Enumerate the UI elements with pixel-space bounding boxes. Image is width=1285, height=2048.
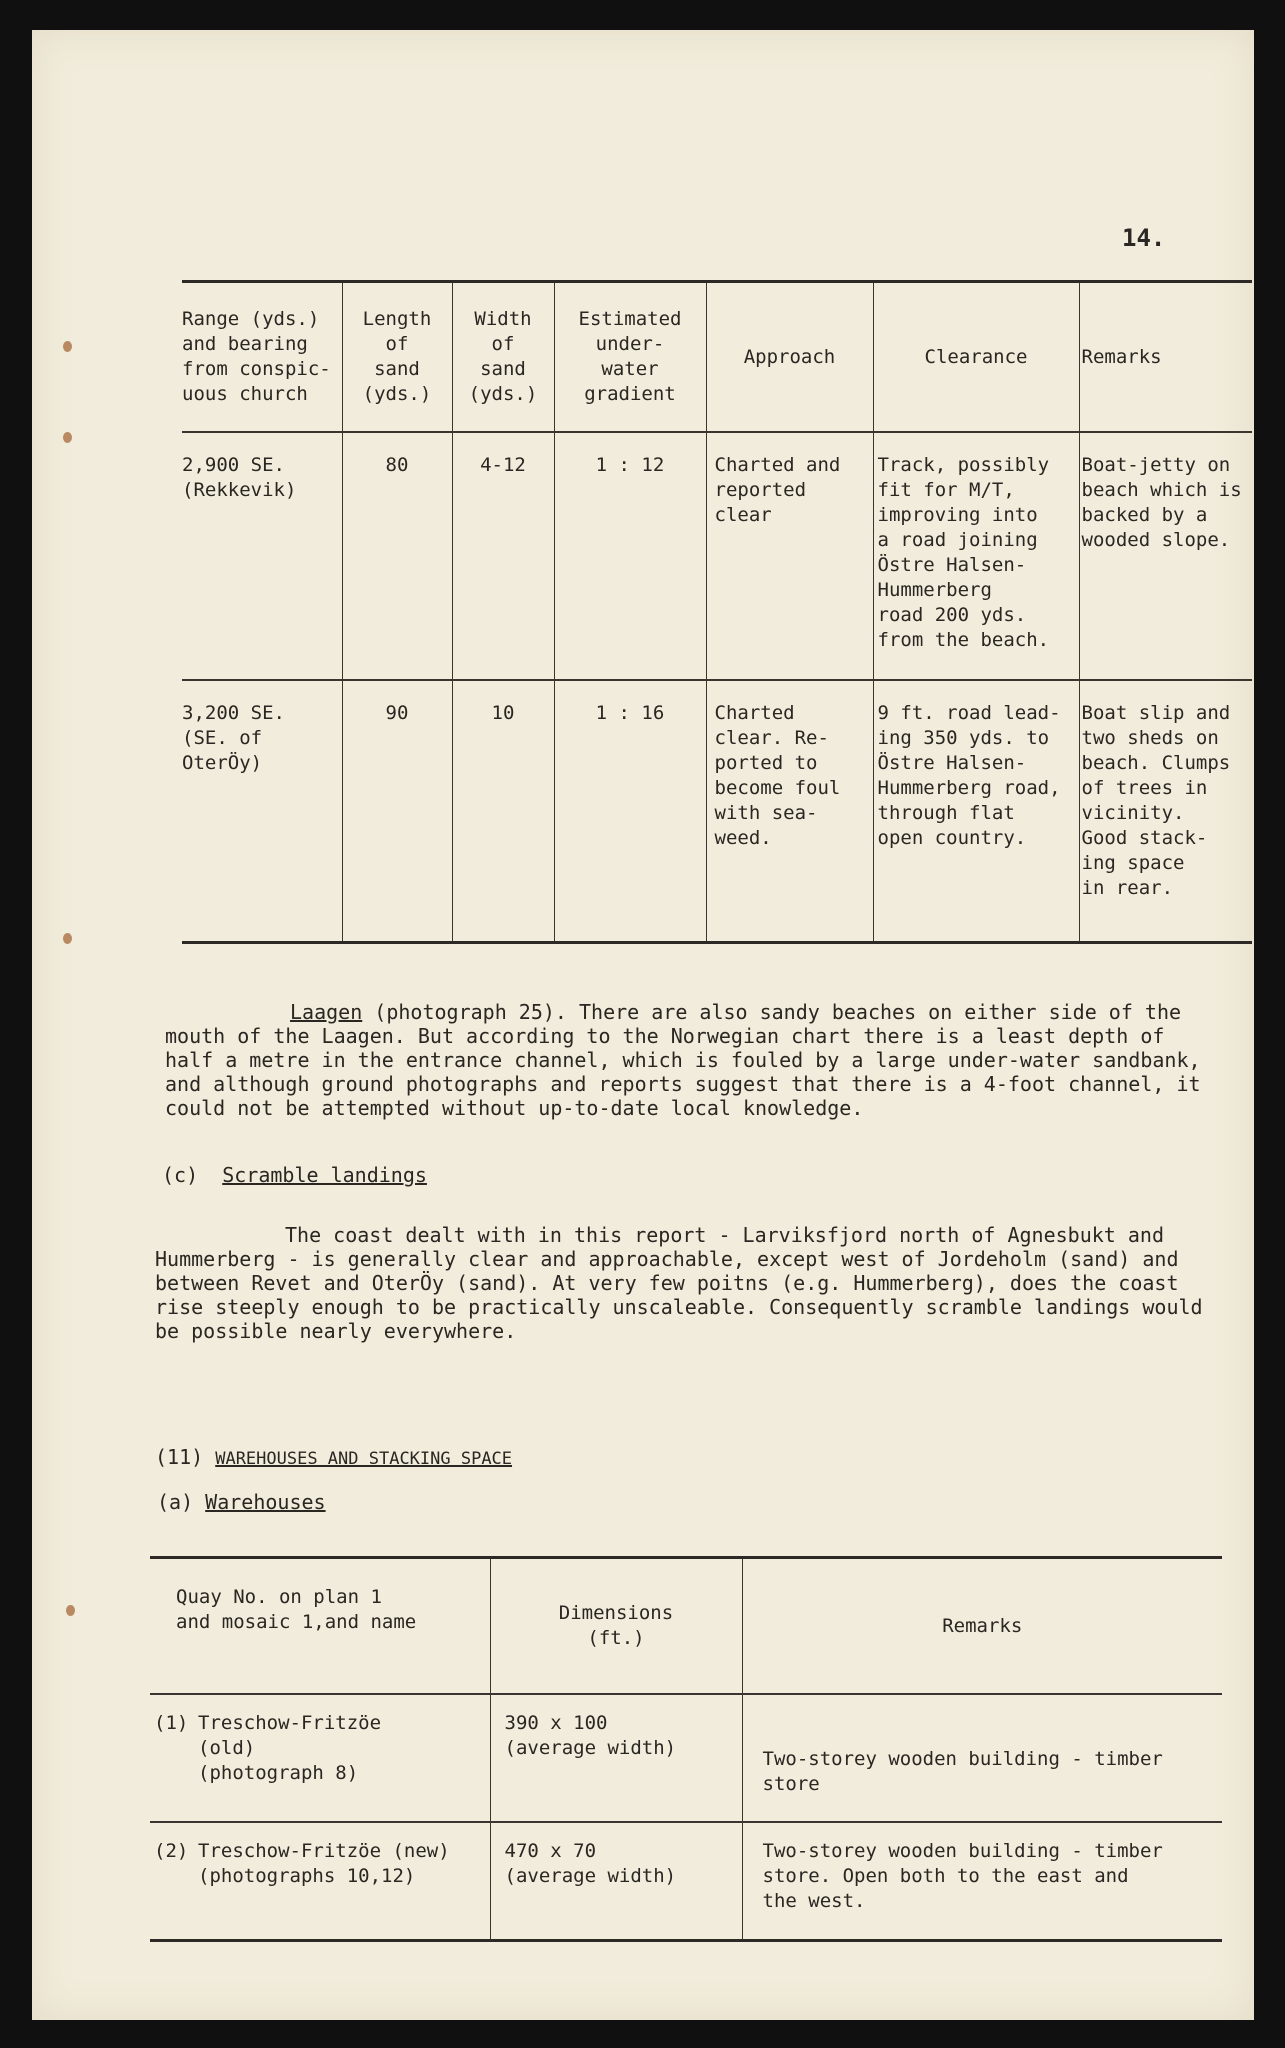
laagen-paragraph	[165, 1000, 1215, 1120]
table-row	[150, 1694, 1222, 1822]
header-dimensions: Dimensions (ft.)	[490, 1558, 742, 1695]
page-number: 14.	[1122, 224, 1166, 252]
punch-hole	[63, 341, 72, 352]
table-row	[182, 680, 1252, 943]
clearance-cell: Track, possibly fit for M/T, improving into a road joining Östre Halsen- Hummerberg road 200 yds. from the beach.	[873, 432, 1079, 680]
gradient-cell: 1 : 16	[554, 680, 706, 943]
punch-hole	[63, 432, 72, 443]
section-11-heading: WAREHOUSES AND STACKING SPACE	[215, 1449, 513, 1469]
punch-hole	[66, 1605, 75, 1616]
remarks-cell: Boat-jetty on beach which is backed by a wooded slope.	[1079, 432, 1252, 680]
range-cell: 2,900 SE. (Rekkevik)	[182, 432, 342, 680]
length-cell: 90	[342, 680, 452, 943]
header-remarks: Remarks	[742, 1558, 1222, 1695]
length-cell: 80	[342, 432, 452, 680]
remarks-cell: Two-storey wooden building - timber store	[742, 1694, 1222, 1822]
quay-name-cell: Treschow-Fritzöe (new) (photographs 10,12)	[190, 1822, 490, 1941]
warehouses-label: (a)	[157, 1490, 194, 1514]
warehouse-table	[150, 1556, 1222, 1942]
warehouses-heading-line	[157, 1490, 326, 1514]
warehouse-table-header	[150, 1558, 1222, 1695]
warehouses-heading: Warehouses	[205, 1490, 326, 1514]
range-cell: 3,200 SE. (SE. of OterÖy)	[182, 680, 342, 943]
header-length: Length of sand (yds.)	[342, 282, 452, 433]
laagen-heading: Laagen	[290, 1000, 363, 1024]
beach-table	[182, 280, 1252, 944]
punch-hole	[63, 933, 72, 944]
table-row	[150, 1822, 1222, 1941]
remarks-cell: Boat slip and two sheds on beach. Clumps of trees in vicinity. Good stack- ing space in rear.	[1079, 680, 1252, 943]
approach-cell: Charted clear. Re- ported to become foul with sea- weed.	[706, 680, 873, 943]
gradient-cell: 1 : 12	[554, 432, 706, 680]
scramble-heading: Scramble landings	[222, 1163, 427, 1187]
clearance-cell: 9 ft. road lead- ing 350 yds. to Östre Halsen- Hummerberg road, through flat open country.	[873, 680, 1079, 943]
scramble-paragraph: The coast dealt with in this report - Larviksfjord north of Agnesbukt and Hummerberg - is generally clear and approachable, except west of Jordeholm (sand) and between Revet and OterÖy (sand). At very few poitns (e.g. Hummerberg), does the coast rise steeply enough to be practically unscaleable. Consequently scramble landings would be possible nearly everywhere.	[155, 1223, 1203, 1343]
quay-number-cell: (1)	[154, 1712, 189, 1734]
laagen-text: (photograph 25). There are also sandy beaches on either side of the mouth of the Laagen. But according to the Norwegian chart there is a least depth of half a metre in the entrance channel, which is fouled by a large under-water sandbank, and although ground photographs and reports suggest that there is a 4-foot channel, it could not be attempted without up-to-date local knowledge.	[165, 1000, 1201, 1120]
section-11-heading-line	[155, 1445, 512, 1471]
section-11-label: (11)	[155, 1445, 204, 1469]
width-cell: 10	[452, 680, 554, 943]
quay-number-cell: (2)	[154, 1840, 189, 1862]
remarks-cell: Two-storey wooden building - timber store. Open both to the east and the west.	[742, 1822, 1222, 1941]
approach-cell: Charted and reported clear	[706, 432, 873, 680]
header-width: Width of sand (yds.)	[452, 282, 554, 433]
width-cell: 4-12	[452, 432, 554, 680]
header-range: Range (yds.) and bearing from conspic- uous church	[182, 282, 342, 433]
scramble-heading-line	[162, 1163, 427, 1187]
quay-name-cell: Treschow-Fritzöe (old) (photograph 8)	[190, 1694, 490, 1822]
scramble-label: (c)	[162, 1163, 199, 1187]
dimensions-cell: 390 x 100 (average width)	[490, 1694, 742, 1822]
beach-table-header	[182, 282, 1252, 433]
dimensions-cell: 470 x 70 (average width)	[490, 1822, 742, 1941]
table-row	[182, 432, 1252, 680]
header-quay: Quay No. on plan 1 and mosaic 1,and name	[150, 1558, 490, 1695]
header-gradient: Estimated under- water gradient	[554, 282, 706, 433]
header-approach: Approach	[706, 282, 873, 433]
header-remarks: Remarks	[1079, 282, 1252, 433]
header-clearance: Clearance	[873, 282, 1079, 433]
